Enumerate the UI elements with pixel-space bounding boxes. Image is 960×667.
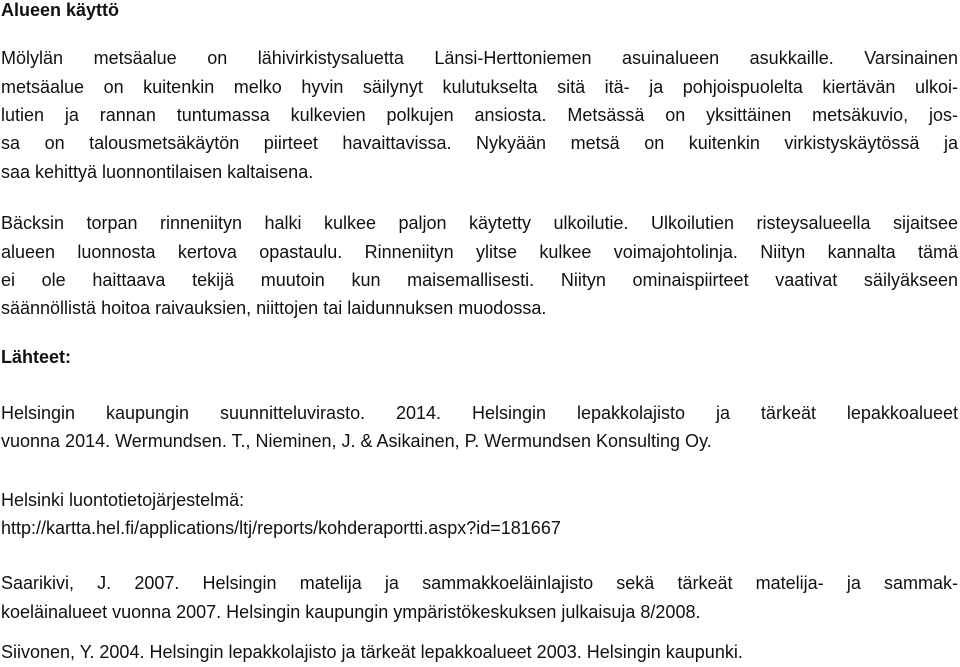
text-line: Mölylän metsäalue on lähivirkistysaluetta Länsi-Herttoniemen asuinalueen asukkaille. Varsinainen: [1, 48, 958, 68]
text-line: lutien ja rannan tuntumassa kulkevien polkujen ansiosta. Metsässä on yksittäinen metsäkuvio, jos-: [1, 105, 958, 125]
source-line: Siivonen, Y. 2004. Helsingin lepakkolajisto ja tärkeät lepakkoalueet 2003. Helsingin kaupunki.: [1, 642, 743, 662]
source-line: vuonna 2014. Wermundsen. T., Nieminen, J. & Asikainen, P. Wermundsen Konsulting Oy.: [1, 431, 712, 451]
text-line: saa kehittyä luonnontilaisen kaltaisena.: [1, 162, 314, 182]
text-line: metsäalue on kuitenkin melko hyvin säilynyt kulutukselta sitä itä- ja pohjoispuolelta kiertävän ulkoi-: [1, 77, 958, 97]
section-title: Alueen käyttö: [1, 0, 120, 20]
text-line: sa on talousmetsäkäytön piirteet havaittavissa. Nykyään metsä on kuitenkin virkistyskäytössä ja: [1, 133, 958, 153]
text-line: säännöllistä hoitoa raivauksien, niittojen tai laidunnuksen muodossa.: [1, 298, 547, 318]
text-line: alueen luonnosta kertova opastaulu. Rinneniityn ylitse kulkee voimajohtolinja. Niityn kannalta tämä: [1, 242, 958, 262]
source-url[interactable]: http://kartta.hel.fi/applications/ltj/reports/kohderaportti.aspx?id=181667: [1, 518, 561, 538]
sources-heading: Lähteet:: [1, 347, 72, 367]
source-line: Helsinki luontotietojärjestelmä:: [1, 490, 245, 510]
text-line: Bäcksin torpan rinneniityn halki kulkee paljon käytetty ulkoilutie. Ulkoilutien risteysalueella sijaitsee: [1, 213, 958, 233]
text-line: ei ole haittaava tekijä muutoin kun maisemallisesti. Niityn ominaispiirteet vaativat säilyäkseen: [1, 270, 958, 290]
source-line: Helsingin kaupungin suunnitteluvirasto. 2014. Helsingin lepakkolajisto ja tärkeät lepakkoalueet: [1, 403, 958, 423]
source-line: koeläinalueet vuonna 2007. Helsingin kaupungin ympäristökeskuksen julkaisuja 8/2008.: [1, 602, 701, 622]
source-line: Saarikivi, J. 2007. Helsingin matelija ja sammakkoeläinlajisto sekä tärkeät matelija- ja sammak-: [1, 573, 958, 593]
